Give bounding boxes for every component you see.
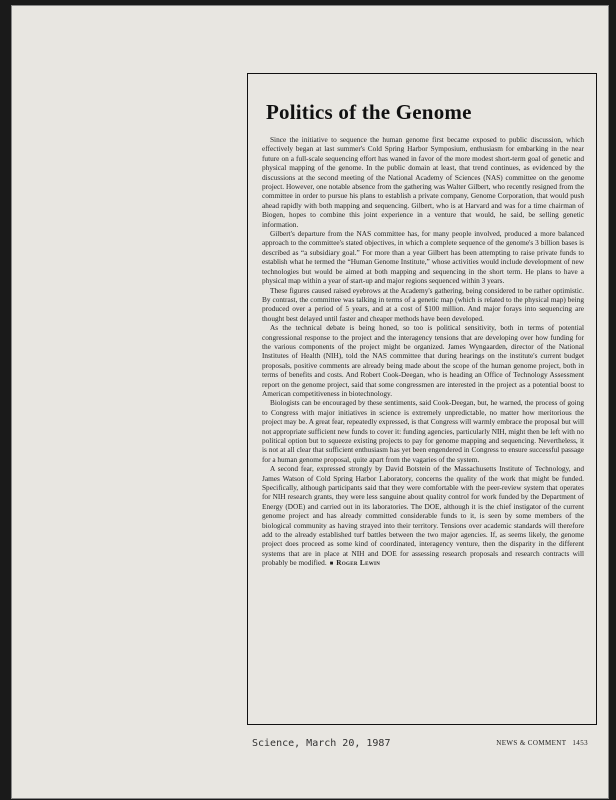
paragraph-2: Gilbert's departure from the NAS committee has, for many people involved, produced a more balanced approach to the committee's stated objectives, in which a complete sequence of the genome's 3 billion bases is described as “a subsidiary goal.” For more than a year Gilbert has been attempting to raise private funds to establish what he termed the “Human Genome Institute,” whose activities would include development of new technologies but would be aimed at both mapping and sequencing in the short term. He plans to have a physical map within a year of start-up and major regions sequenced within 3 years.: [262, 229, 584, 286]
end-mark: ■: [329, 561, 334, 568]
article-box: [247, 73, 597, 725]
page-number: 1453: [572, 739, 588, 747]
section-name: NEWS & COMMENT: [496, 739, 567, 747]
paragraph-6-text: A second fear, expressed strongly by David Botstein of the Massachusetts Institute of Technology, and James Watson of Cold Spring Harbor Laboratory, concerns the quality of the work that might be funded. Specifically, although participants said that they were comfortable with the peer-review system that operates for NIH research grants, they were less sanguine about quality control for work funded by the Department of Energy (DOE) and carried out in its laboratories. The DOE, although it is the chief instigator of the current genome project and has already committed considerable funds to it, is seen by some members of the biological community as having strayed into their territory. Tensions over academic standards will therefore add to the already established turf battles between the two major agencies. If, as seems likely, the genome project does proceed as some kind of coordinated, interagency venture, then the disparity in the different systems that are in place at NIH and DOE for assessing research proposals and research contracts will probably be modified.: [262, 464, 584, 568]
paragraph-6: [262, 464, 584, 569]
article-title: Politics of the Genome: [266, 100, 472, 124]
paragraph-5: Biologists can be encouraged by these sentiments, said Cook-Deegan, but, he warned, the process of going to Congress with major initiatives in science is extremely unpredictable, no matter how meritorious the project may be. A great fear, repeatedly expressed, is that Congress will warmly embrace the proposal but will not appropriate sufficient new funds to cover it: funding agencies, particularly NIH, might then be left with no political option but to squeeze existing projects to pay for genome mapping and sequencing. Nevertheless, it is not at all clear that sufficient enthusiasm has yet been engendered in Congress to ensure successful passage for a human genome proposal, quite apart from the vagaries of the system.: [262, 398, 584, 464]
paragraph-1: Since the initiative to sequence the human genome first became exposed to public discussion, which effectively began at last summer's Cold Spring Harbor Symposium, enthusiasm for embarking in the near future on a full-scale sequencing effort has waned in favor of the more modest short-term goal of genetic and physical mapping of the genome. In the public domain at least, that trend continues, as evidenced by the discussions at the second meeting of the National Academy of Sciences (NAS) committee on the genome project. However, one notable absence from the gathering was Walter Gilbert, who recently resigned from the committee in order to pursue his plans to establish a private company, Genome Corporation, that would push ahead rapidly with both mapping and sequencing. Gilbert, who is at Harvard and was for a time chairman of Biogen, hopes to combine this joint experience in a venture that would, he said, be selling genetic information.: [262, 135, 584, 229]
citation: Science, March 20, 1987: [252, 738, 391, 749]
byline: Roger Lewin: [336, 558, 381, 568]
page-sheet: [12, 6, 608, 798]
section-footer: [496, 739, 588, 747]
article-body: [262, 135, 584, 570]
paragraph-4: As the technical debate is being honed, so too is political sensitivity, both in terms of potential congressional response to the project and the interagency tensions that are developing over how funding for the various components of the project might be organized. James Wyngaarden, director of the National Institutes of Health (NIH), told the NAS committee that during hearings on the institute's current budget proposals, positive comments are already being made about the scope of the human genome project, both in terms of benefits and costs. And Robert Cook-Deegan, who is heading an Office of Technology Assessment report on the genome project, said that some congressmen are interested in the project as a potential boost to American competitiveness in biotechnology.: [262, 323, 584, 398]
paragraph-3: These figures caused raised eyebrows at the Academy's gathering, being considered to be rather optimistic. By contrast, the committee was talking in terms of a genetic map (which is related to the physical map) being produced over a period of 5 years, and at a cost of $100 million. And major forays into sequencing are thought best delayed until faster and cheaper methods have been developed.: [262, 285, 584, 323]
